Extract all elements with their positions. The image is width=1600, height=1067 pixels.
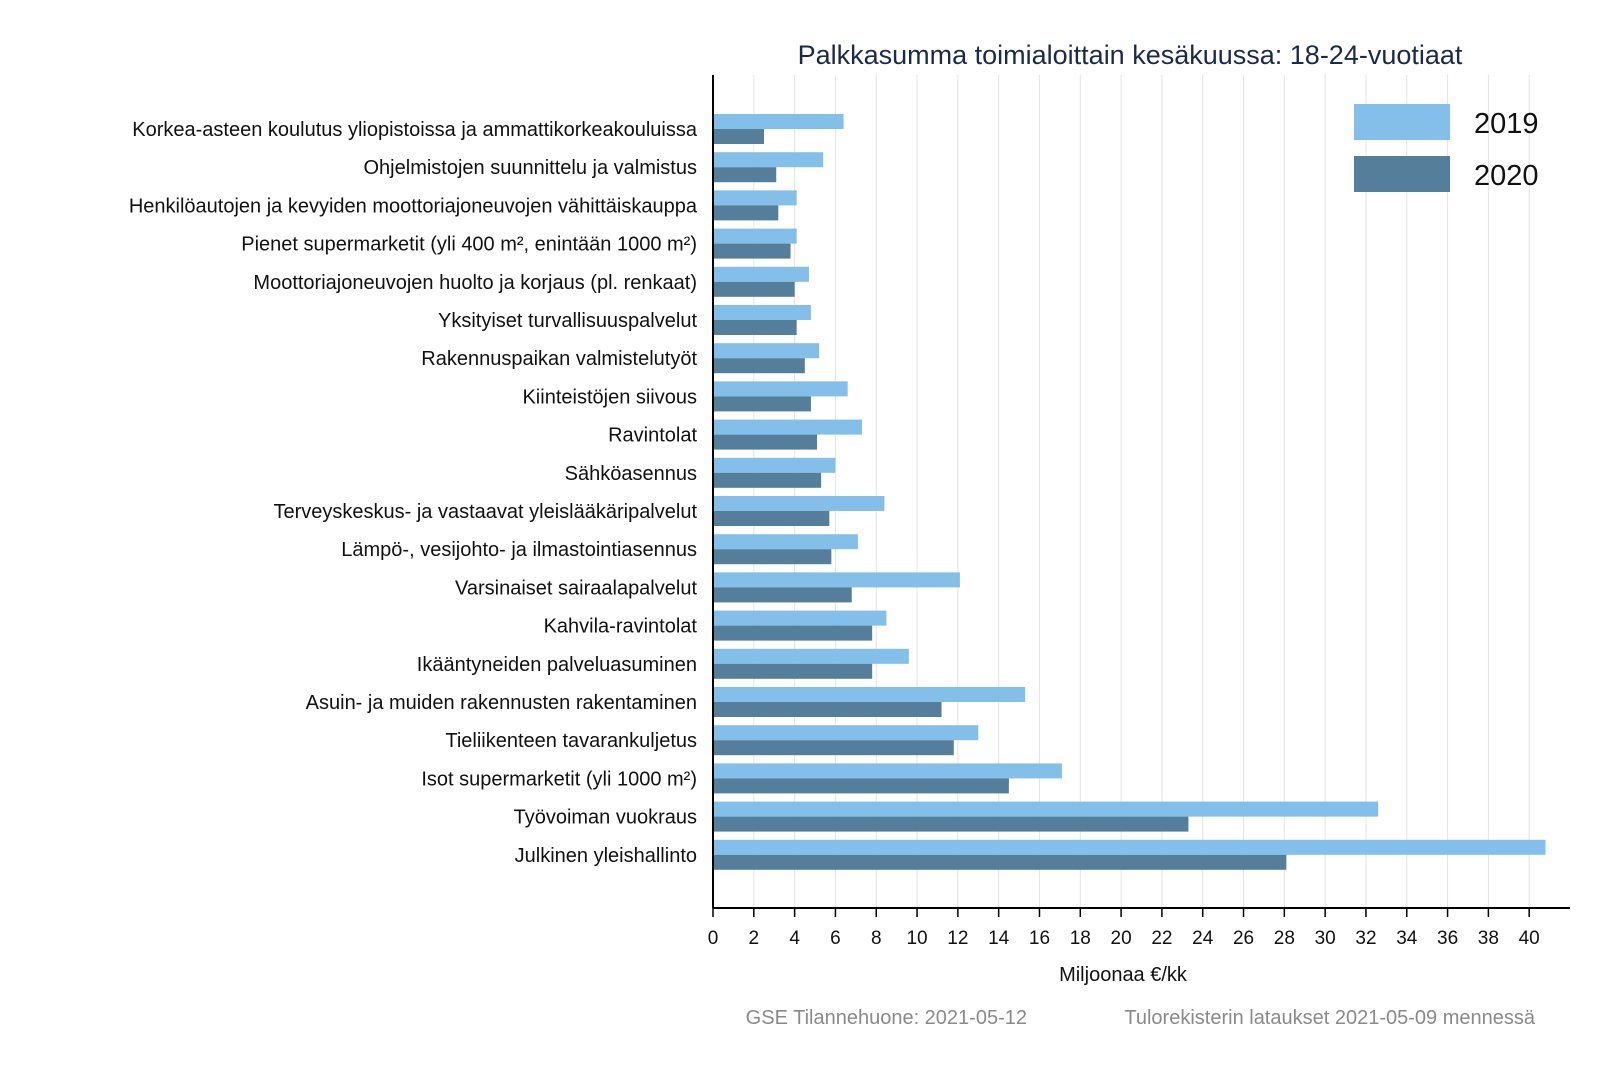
x-tick-label: 2 (748, 928, 760, 949)
bar-2020-19 (713, 855, 1286, 870)
category-label: Terveyskeskus- ja vastaavat yleislääkäripalvelut (273, 501, 697, 523)
category-label: Julkinen yleishallinto (514, 844, 697, 867)
bar-2019-3 (713, 229, 797, 244)
x-tick-label: 10 (906, 928, 928, 949)
x-tick-label: 30 (1314, 928, 1336, 949)
x-tick-label: 16 (1028, 928, 1051, 949)
footer-note: Tulorekisterin lataukset 2021-05-09 mennessä (1124, 1007, 1535, 1029)
bar-2019-13 (713, 611, 886, 626)
x-tick-label: 26 (1232, 928, 1255, 949)
bar-2019-1 (713, 152, 823, 167)
x-tick-label: 40 (1518, 928, 1540, 949)
bar-2020-9 (713, 473, 821, 488)
bar-2019-17 (713, 763, 1062, 778)
bar-2019-16 (713, 725, 978, 740)
x-tick-label: 28 (1273, 928, 1295, 949)
legend-label-2020: 2020 (1474, 160, 1539, 192)
x-tick-label: 6 (830, 928, 841, 949)
x-tick-label: 34 (1396, 928, 1418, 949)
category-label: Ohjelmistojen suunnittelu ja valmistus (363, 157, 697, 180)
legend-label-2019: 2019 (1474, 108, 1539, 140)
category-label: Kiinteistöjen siivous (522, 386, 697, 409)
category-label: Ikääntyneiden palveluasuminen (416, 653, 697, 676)
legend-swatch-2019 (1354, 104, 1450, 140)
bar-2020-3 (713, 244, 791, 259)
bar-2019-18 (713, 802, 1378, 817)
category-label: Kahvila-ravintolat (543, 615, 697, 638)
bar-2019-6 (713, 343, 819, 358)
bar-2020-12 (713, 587, 852, 602)
legend (1354, 104, 1539, 192)
x-tick-label: 14 (988, 928, 1010, 949)
x-tick-label: 20 (1110, 928, 1132, 949)
bar-2019-5 (713, 305, 811, 320)
x-tick-label: 38 (1477, 928, 1499, 949)
category-label: Varsinaiset sairaalapalvelut (455, 577, 697, 600)
footer-source: GSE Tilannehuone: 2021-05-12 (745, 1007, 1027, 1029)
category-label: Henkilöautojen ja kevyiden moottoriajoneuvojen vähittäiskauppa (128, 195, 697, 218)
bar-2020-11 (713, 549, 831, 564)
x-tick-label: 22 (1151, 928, 1173, 949)
bar-2020-8 (713, 435, 817, 450)
bar-2020-6 (713, 358, 805, 373)
category-label: Isot supermarketit (yli 1000 m²) (421, 768, 697, 791)
bar-2019-10 (713, 496, 884, 511)
x-tick-label: 24 (1192, 928, 1214, 949)
bar-2020-0 (713, 129, 764, 144)
x-tick-label: 8 (870, 928, 882, 949)
category-label: Yksityiset turvallisuuspalvelut (438, 310, 697, 332)
bar-2020-5 (713, 320, 797, 335)
bar-2019-0 (713, 114, 844, 129)
bar-2020-1 (713, 167, 776, 182)
category-label: Asuin- ja muiden rakennusten rakentaminen (305, 692, 697, 714)
category-label: Korkea-asteen koulutus yliopistoissa ja ammattikorkeakouluissa (132, 119, 697, 141)
category-label: Tieliikenteen tavarankuljetus (445, 730, 697, 753)
category-label: Lämpö-, vesijohto- ja ilmastointiasennus (341, 539, 697, 562)
bar-2020-16 (713, 740, 954, 755)
category-labels (129, 119, 698, 867)
bar-2019-4 (713, 267, 809, 282)
bar-2020-7 (713, 396, 811, 411)
bar-2019-11 (713, 534, 858, 549)
bar-2019-8 (713, 420, 862, 435)
category-label: Moottoriajoneuvojen huolto ja korjaus (pl. renkaat) (253, 271, 697, 294)
legend-swatch-2020 (1354, 156, 1450, 192)
bar-2020-13 (713, 626, 872, 641)
x-axis-title: Miljoonaa €/kk (1059, 964, 1187, 986)
x-tick-label: 36 (1437, 928, 1459, 949)
bar-2020-4 (713, 282, 795, 297)
bar-2020-17 (713, 778, 1009, 793)
bar-2019-15 (713, 687, 1025, 702)
bar-2020-18 (713, 817, 1188, 832)
bar-2020-15 (713, 702, 942, 717)
bar-2019-2 (713, 190, 797, 205)
bar-2019-7 (713, 381, 848, 396)
bar-2020-2 (713, 205, 778, 220)
category-label: Työvoiman vuokraus (513, 806, 697, 829)
bar-2020-14 (713, 664, 872, 679)
bar-2019-14 (713, 649, 909, 664)
x-tick-label: 18 (1069, 928, 1091, 949)
bars (713, 114, 1546, 870)
category-label: Sähköasennus (564, 462, 697, 485)
bar-2020-10 (713, 511, 829, 526)
bar-2019-19 (713, 840, 1546, 855)
bar-2019-9 (713, 458, 835, 473)
x-tick-label: 4 (789, 928, 800, 949)
x-tick-label: 32 (1355, 928, 1377, 949)
bar-2019-12 (713, 572, 960, 587)
x-tick-label: 0 (707, 928, 719, 949)
chart-title: Palkkasumma toimialoittain kesäkuussa: 18-24-vuotiaat (797, 40, 1463, 70)
category-label: Ravintolat (608, 424, 697, 447)
category-label: Pienet supermarketit (yli 400 m², enintään 1000 m²) (241, 233, 697, 256)
x-tick-label: 12 (947, 928, 969, 949)
category-label: Rakennuspaikan valmistelutyöt (421, 348, 697, 371)
